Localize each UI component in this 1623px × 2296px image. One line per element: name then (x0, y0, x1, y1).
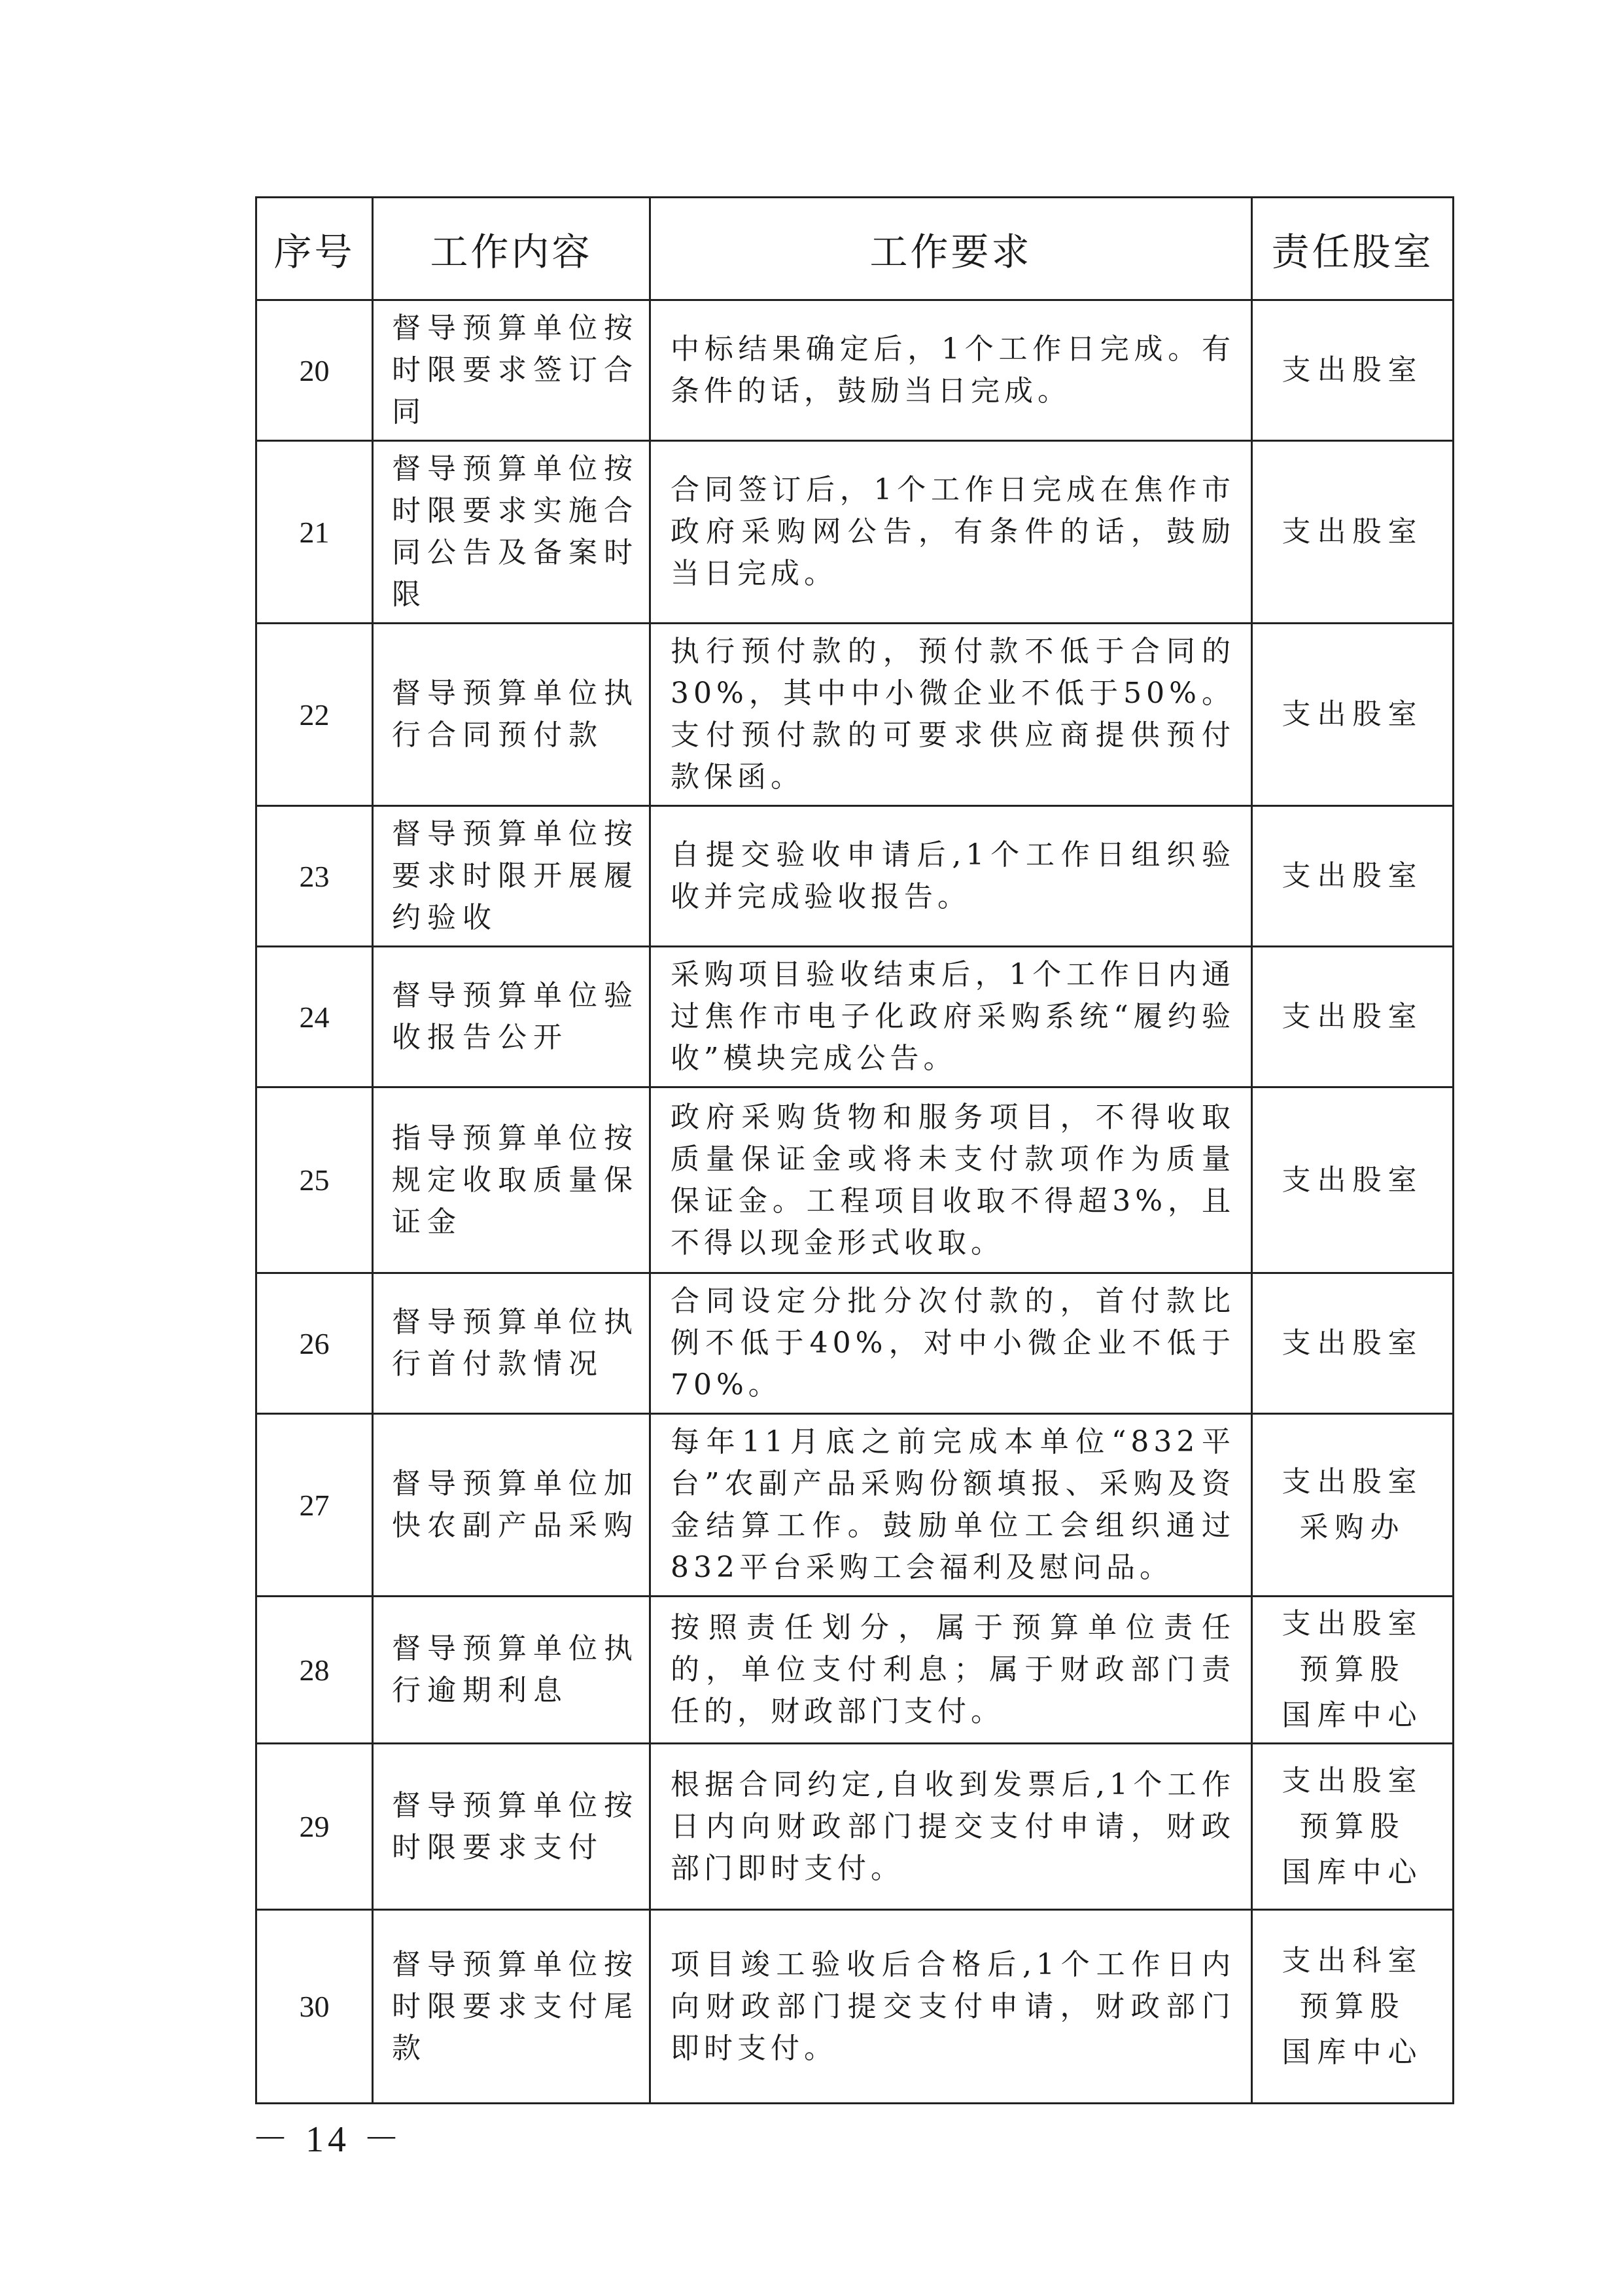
dept-line: 国库中心 (1282, 2035, 1423, 2069)
row-seq: 24 (256, 947, 373, 1087)
row-requirement: 自提交验收申请后,1个工作日组织验收并完成验收报告。 (650, 806, 1252, 947)
table-row (256, 1273, 1454, 1414)
dept-line: 预算股 (1299, 1809, 1406, 1843)
table-row (256, 1087, 1454, 1273)
row-content: 督导预算单位执行首付款情况 (373, 1273, 650, 1414)
row-dept (1252, 947, 1454, 1087)
table-row (256, 947, 1454, 1087)
row-content: 督导预算单位按时限要求支付 (373, 1744, 650, 1910)
row-dept (1252, 1597, 1454, 1744)
table-row (256, 300, 1454, 441)
table-row (256, 1744, 1454, 1910)
dept-line: 支出股室 (1282, 515, 1423, 548)
row-content: 督导预算单位执行合同预付款 (373, 624, 650, 806)
row-requirement: 按照责任划分，属于预算单位责任的，单位支付利息；属于财政部门责任的，财政部门支付。 (650, 1597, 1252, 1744)
page-number: － 14 － (252, 2119, 404, 2160)
dept-line: 支出股室 (1282, 1163, 1423, 1197)
row-dept (1252, 1414, 1454, 1597)
row-content: 督导预算单位按时限要求签订合同 (373, 300, 650, 441)
table-row (256, 1910, 1454, 2104)
row-requirement: 执行预付款的，预付款不低于合同的30%，其中中小微企业不低于50%。支付预付款的可要求供应商提供预付款保函。 (650, 624, 1252, 806)
row-dept (1252, 806, 1454, 947)
row-content: 督导预算单位按时限要求实施合同公告及备案时限 (373, 441, 650, 624)
dept-line: 支出股室 (1282, 859, 1423, 892)
row-dept (1252, 1273, 1454, 1414)
table-row (256, 1414, 1454, 1597)
header-seq: 序号 (256, 198, 373, 300)
row-content: 指导预算单位按规定收取质量保证金 (373, 1087, 650, 1273)
row-requirement: 合同设定分批分次付款的，首付款比例不低于40%，对中小微企业不低于70%。 (650, 1273, 1252, 1414)
row-dept (1252, 1087, 1454, 1273)
table-body (256, 300, 1454, 2104)
row-requirement: 中标结果确定后，1个工作日完成。有条件的话，鼓励当日完成。 (650, 300, 1252, 441)
row-seq: 26 (256, 1273, 373, 1414)
dept-line: 支出股室 (1282, 1465, 1423, 1498)
dept-line: 采购办 (1299, 1511, 1406, 1544)
table-row (256, 441, 1454, 624)
dept-line: 支出股室 (1282, 1000, 1423, 1033)
row-seq: 25 (256, 1087, 373, 1273)
table-row (256, 806, 1454, 947)
dept-line: 支出股室 (1282, 353, 1423, 387)
dept-line: 预算股 (1299, 1989, 1406, 2023)
dept-line: 国库中心 (1282, 1855, 1423, 1889)
row-seq: 22 (256, 624, 373, 806)
row-dept (1252, 441, 1454, 624)
row-dept (1252, 300, 1454, 441)
row-seq: 30 (256, 1910, 373, 2104)
row-seq: 20 (256, 300, 373, 441)
dept-line: 预算股 (1299, 1653, 1406, 1686)
dept-line: 支出股室 (1282, 1763, 1423, 1797)
table-row (256, 624, 1454, 806)
row-dept (1252, 1910, 1454, 2104)
row-requirement: 政府采购货物和服务项目，不得收取质量保证金或将未支付款项作为质量保证金。工程项目收取不得超3%，且不得以现金形式收取。 (650, 1087, 1252, 1273)
row-dept (1252, 1744, 1454, 1910)
row-seq: 28 (256, 1597, 373, 1744)
header-requirement: 工作要求 (650, 198, 1252, 300)
dept-line: 支出股室 (1282, 1326, 1423, 1360)
work-requirements-table (255, 196, 1454, 2104)
row-requirement: 项目竣工验收后合格后,1个工作日内向财政部门提交支付申请，财政部门即时支付。 (650, 1910, 1252, 2104)
row-requirement: 合同签订后，1个工作日完成在焦作市政府采购网公告，有条件的话，鼓励当日完成。 (650, 441, 1252, 624)
row-requirement: 根据合同约定,自收到发票后,1个工作日内向财政部门提交支付申请，财政部门即时支付。 (650, 1744, 1252, 1910)
table-row (256, 1597, 1454, 1744)
row-seq: 23 (256, 806, 373, 947)
table-header-row (256, 198, 1454, 300)
row-content: 督导预算单位按时限要求支付尾款 (373, 1910, 650, 2104)
row-requirement: 采购项目验收结束后，1个工作日内通过焦作市电子化政府采购系统“履约验收”模块完成公告。 (650, 947, 1252, 1087)
row-seq: 27 (256, 1414, 373, 1597)
dept-line: 支出科室 (1282, 1943, 1423, 1977)
row-dept (1252, 624, 1454, 806)
row-content: 督导预算单位执行逾期利息 (373, 1597, 650, 1744)
dept-line: 国库中心 (1282, 1699, 1423, 1732)
dept-line: 支出股室 (1282, 698, 1423, 731)
header-dept: 责任股室 (1252, 198, 1454, 300)
dept-line: 支出股室 (1282, 1607, 1423, 1640)
row-requirement: 每年11月底之前完成本单位“832平台”农副产品采购份额填报、采购及资金结算工作。鼓励单位工会组织通过832平台采购工会福利及慰问品。 (650, 1414, 1252, 1597)
row-content: 督导预算单位加快农副产品采购 (373, 1414, 650, 1597)
row-seq: 21 (256, 441, 373, 624)
row-seq: 29 (256, 1744, 373, 1910)
row-content: 督导预算单位按要求时限开展履约验收 (373, 806, 650, 947)
row-content: 督导预算单位验收报告公开 (373, 947, 650, 1087)
header-content: 工作内容 (373, 198, 650, 300)
